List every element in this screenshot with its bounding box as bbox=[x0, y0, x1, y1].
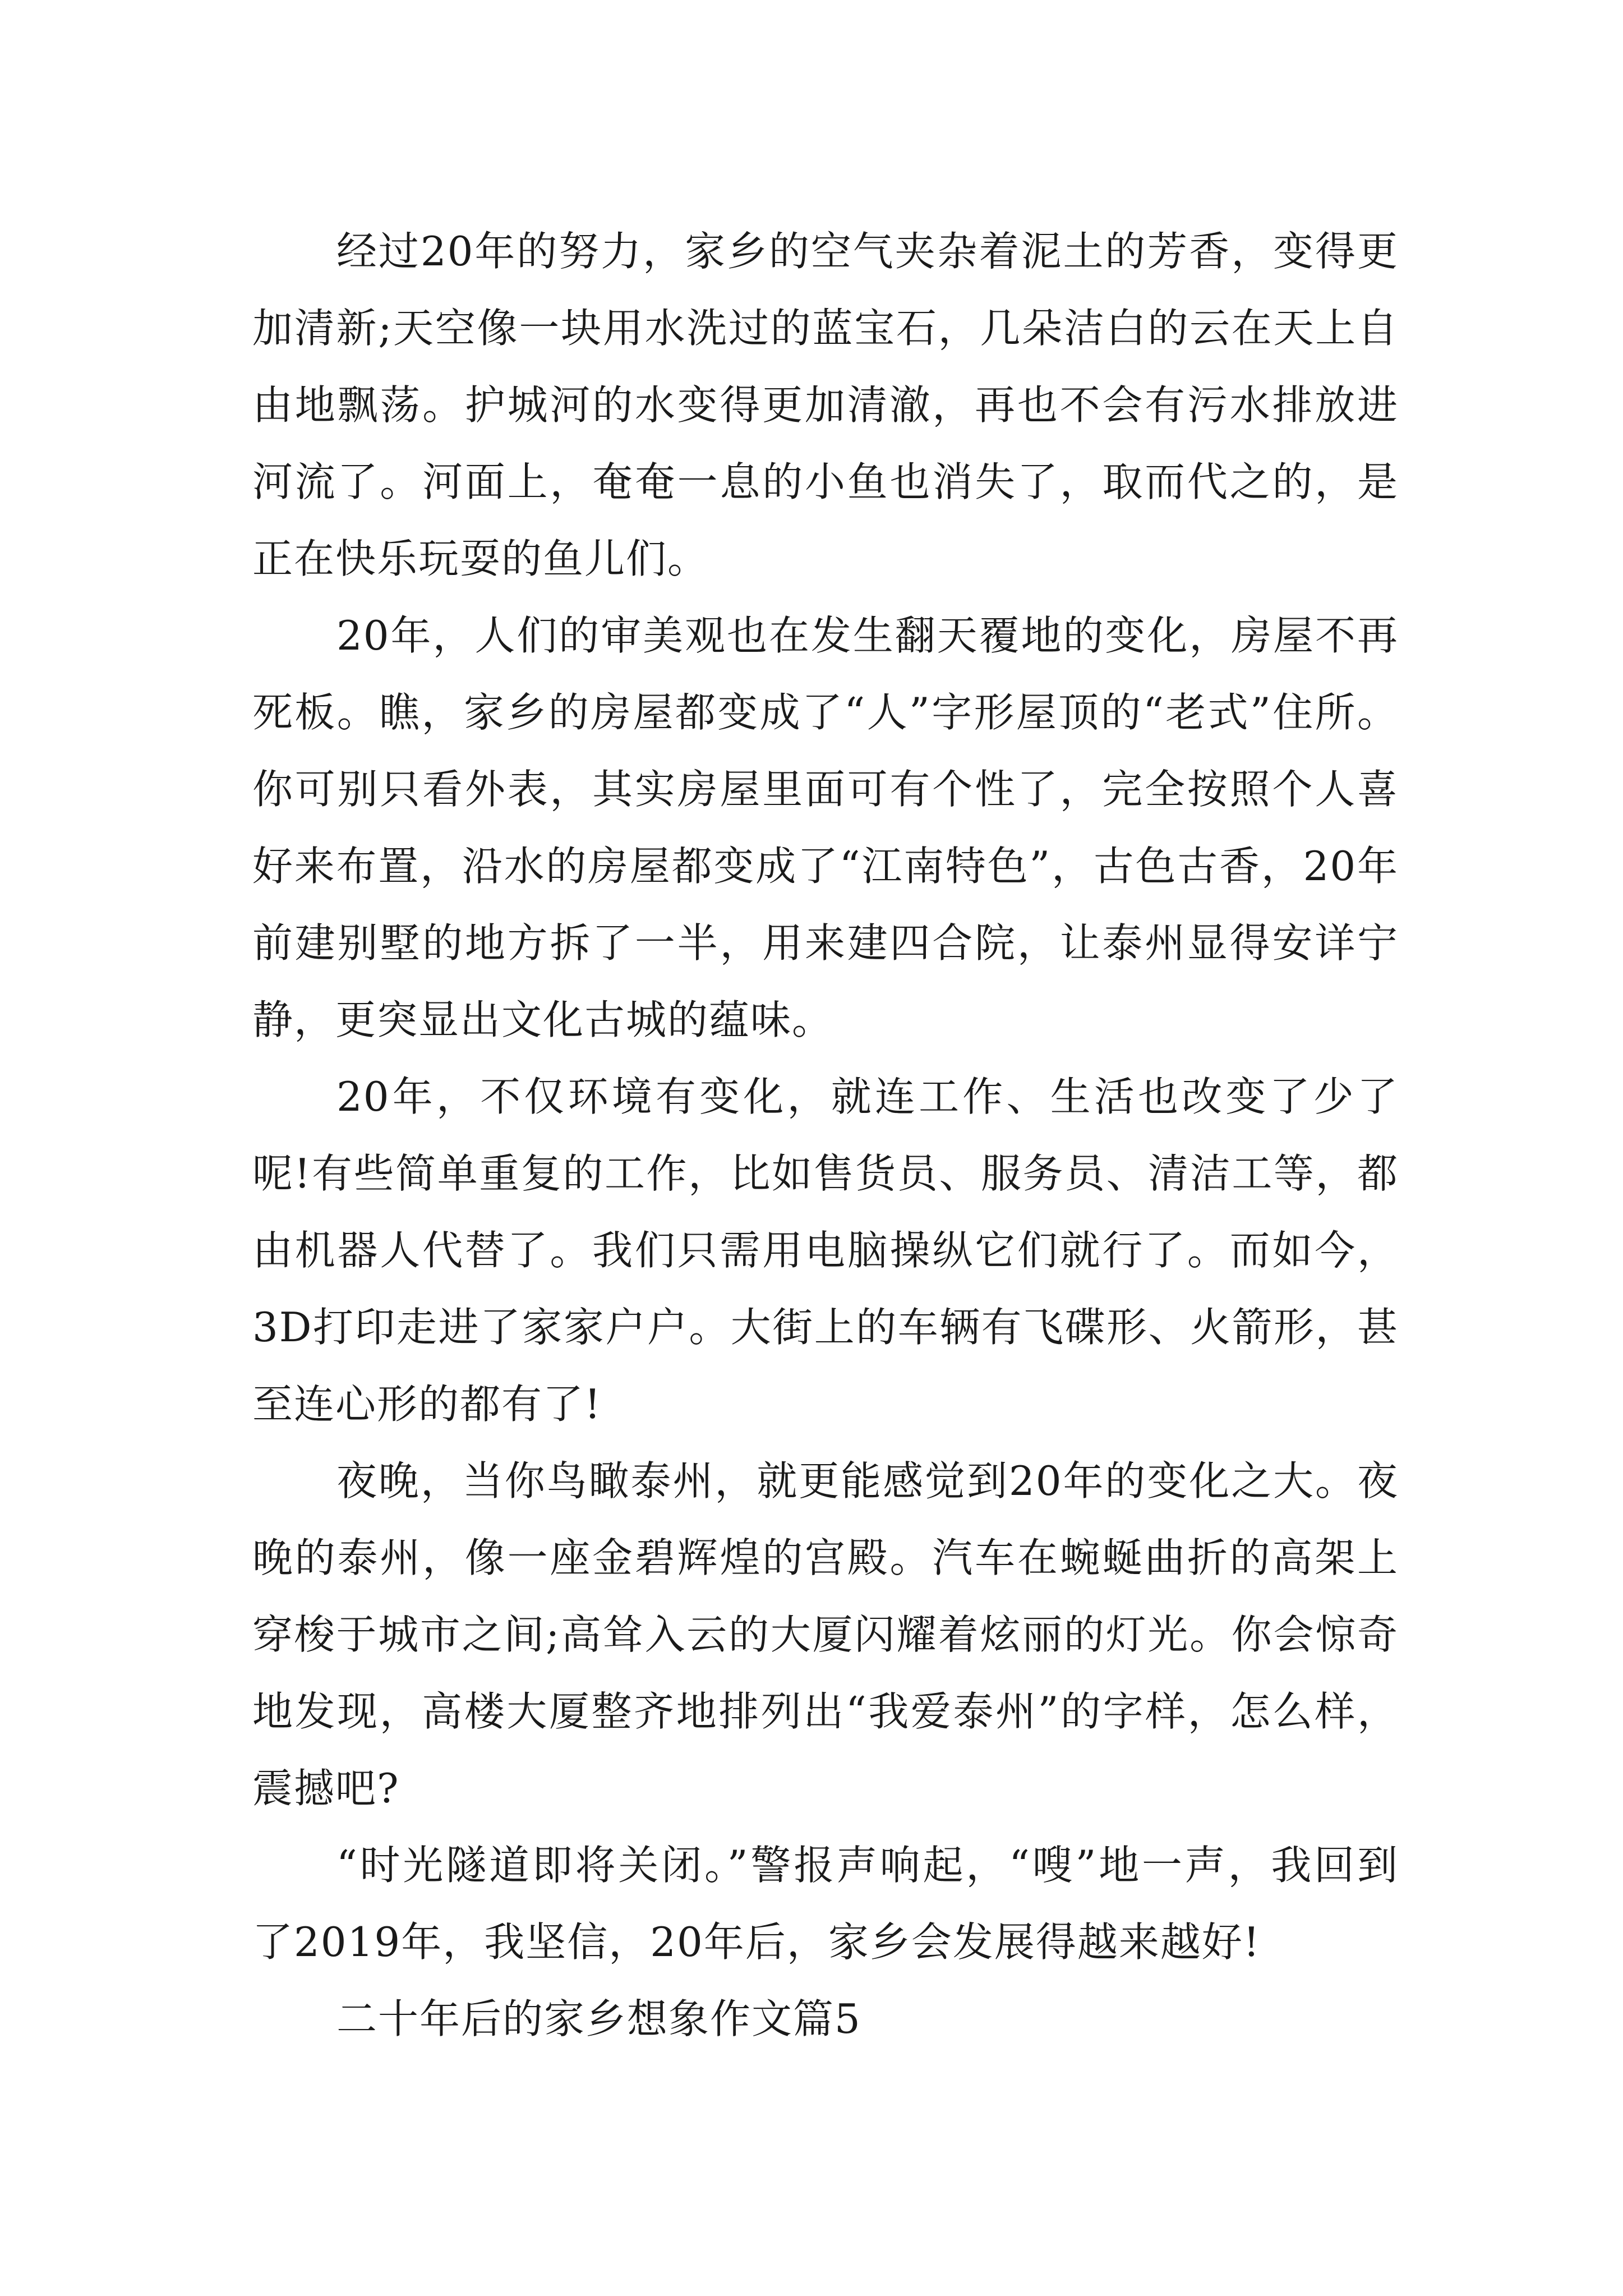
paragraph-2: 20年，人们的审美观也在发生翻天覆地的变化，房屋不再死板。瞧，家乡的房屋都变成了“人”字形屋顶的“老式”住所。你可别只看外表，其实房屋里面可有个性了，完全按照个人喜好来布置，沿水的房屋都变成了“江南特色”，古色古香，20年前建别墅的地方拆了一半，用来建四合院，让泰州显得安详宁静，更突显出文化古城的蕴味。 bbox=[252, 612, 1399, 1043]
paragraph-1: 经过20年的努力，家乡的空气夹杂着泥土的芳香，变得更加清新;天空像一块用水洗过的蓝宝石，几朵洁白的云在天上自由地飘荡。护城河的水变得更加清澈，再也不会有污水排放进河流了。河面上，奄奄一息的小鱼也消失了，取而代之的，是正在快乐玩耍的鱼儿们。 bbox=[252, 228, 1399, 582]
paragraph-4: 夜晚，当你鸟瞰泰州，就更能感觉到20年的变化之大。夜晚的泰州，像一座金碧辉煌的宫殿。汽车在蜿蜒曲折的高架上穿梭于城市之间;高耸入云的大厦闪耀着炫丽的灯光。你会惊奇地发现，高楼大厦整齐地排列出“我爱泰州”的字样，怎么样，震撼吧? bbox=[252, 1457, 1399, 1812]
paragraph-5: “时光隧道即将关闭。”警报声响起，“嗖”地一声，我回到了2019年，我坚信，20年后，家乡会发展得越来越好! bbox=[252, 1842, 1399, 1966]
section-heading: 二十年后的家乡想象作文篇5 bbox=[336, 1995, 861, 2042]
paragraph-3: 20年，不仅环境有变化，就连工作、生活也改变了少了呢!有些简单重复的工作，比如售货员、服务员、清洁工等，都由机器人代替了。我们只需用电脑操纵它们就行了。而如今，3D打印走进了家家户户。大街上的车辆有飞碟形、火箭形，甚至连心形的都有了! bbox=[252, 1073, 1399, 1428]
